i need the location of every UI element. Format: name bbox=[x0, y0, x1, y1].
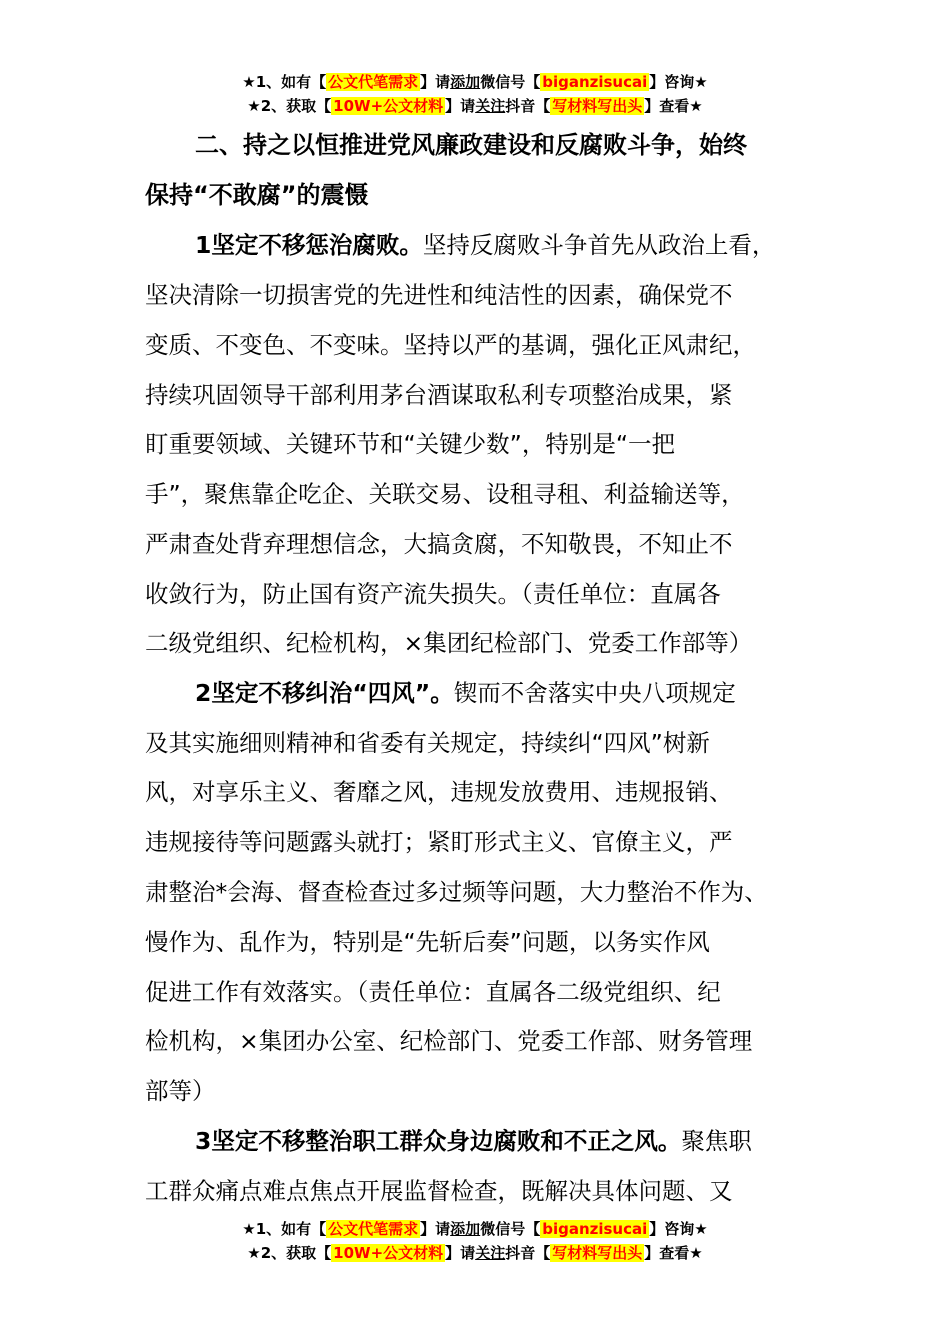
paragraph-line: 及其实施细则精神和省委有关规定，持续纠“四风”树新 bbox=[145, 729, 710, 757]
highlight-douyin: 写材料写出头 bbox=[552, 1244, 643, 1262]
section-heading-line-1: 二、持之以恒推进党风廉政建设和反腐败斗争，始终 bbox=[195, 131, 747, 159]
item-1-title: 1坚定不移惩治腐败。 bbox=[195, 231, 423, 259]
highlight-wechat-id: biganzisucai bbox=[542, 1220, 648, 1238]
paragraph-line: 促进工作有效落实。（责任单位：直属各二级党组织、纪 bbox=[145, 978, 721, 1006]
highlight-wechat-id: biganzisucai bbox=[542, 73, 648, 91]
paragraph-line: 风，对享乐主义、奢靡之风，违规发放费用、违规报销、 bbox=[145, 778, 733, 806]
paragraph-line: 手”，聚焦靠企吃企、关联交易、设租寻租、利益输送等， bbox=[145, 480, 745, 508]
section-heading-line-2: 保持“不敢腐”的震慑 bbox=[145, 181, 369, 209]
footer-notice bbox=[0, 1217, 950, 1265]
highlight-service: 公文代笔需求 bbox=[328, 73, 419, 91]
paragraph-line: 坚决清除一切损害党的先进性和纯洁性的因素，确保党不 bbox=[145, 281, 733, 309]
highlight-douyin: 写材料写出头 bbox=[552, 97, 643, 115]
highlight-materials: 10W+公文材料 bbox=[333, 97, 444, 115]
notice-line-1: ★1、如有【 公文代笔需求 】请添加微信号【 biganzisucai 】咨询★ bbox=[242, 1220, 708, 1238]
paragraph-line: 工群众痛点难点焦点开展监督检查，既解决具体问题、又 bbox=[145, 1177, 733, 1205]
notice-line-2: ★2、获取【 10W+公文材料 】请关注抖音【 写材料写出头 】查看★ bbox=[247, 1244, 703, 1262]
item-3-first-line: 3坚定不移整治职工群众身边腐败和不正之风。聚焦职 bbox=[195, 1127, 752, 1155]
paragraph-line: 持续巩固领导干部利用茅台酒谋取私利专项整治成果，紧 bbox=[145, 381, 733, 409]
notice-line-1: ★1、如有【 公文代笔需求 】请添加微信号【 biganzisucai 】咨询★ bbox=[242, 73, 708, 91]
item-3-title: 3坚定不移整治职工群众身边腐败和不正之风。 bbox=[195, 1127, 682, 1155]
notice-line-2: ★2、获取【 10W+公文材料 】请关注抖音【 写材料写出头 】查看★ bbox=[247, 97, 703, 115]
paragraph-line: 慢作为、乱作为，特别是“先斩后奏”问题，以务实作风 bbox=[145, 928, 710, 956]
paragraph-line: 严肃查处背弃理想信念，大搞贪腐，不知敬畏，不知止不 bbox=[145, 530, 733, 558]
highlight-materials: 10W+公文材料 bbox=[333, 1244, 444, 1262]
paragraph-line: 部等） bbox=[145, 1077, 216, 1105]
paragraph-line: 肃整治*会海、督查检查过多过频等问题，大力整治不作为、 bbox=[145, 878, 768, 906]
highlight-service: 公文代笔需求 bbox=[328, 1220, 419, 1238]
paragraph-line: 收敛行为，防止国有资产流失损失。（责任单位：直属各 bbox=[145, 580, 721, 608]
item-2-first-line: 2坚定不移纠治“四风”。锲而不舍落实中央八项规定 bbox=[195, 679, 736, 707]
paragraph-line: 二级党组织、纪检机构，×集团纪检部门、党委工作部等） bbox=[145, 629, 753, 657]
item-2-title: 2坚定不移纠治“四风”。 bbox=[195, 679, 454, 707]
header-notice bbox=[0, 70, 950, 118]
item-1-first-line: 1坚定不移惩治腐败。坚持反腐败斗争首先从政治上看， bbox=[195, 231, 776, 259]
paragraph-line: 变质、不变色、不变味。坚持以严的基调，强化正风肃纪， bbox=[145, 331, 756, 359]
paragraph-line: 盯重要领域、关键环节和“关键少数”，特别是“一把 bbox=[145, 430, 676, 458]
paragraph-line: 违规接待等问题露头就打；紧盯形式主义、官僚主义，严 bbox=[145, 828, 733, 856]
paragraph-line: 检机构，×集团办公室、纪检部门、党委工作部、财务管理 bbox=[145, 1027, 753, 1055]
